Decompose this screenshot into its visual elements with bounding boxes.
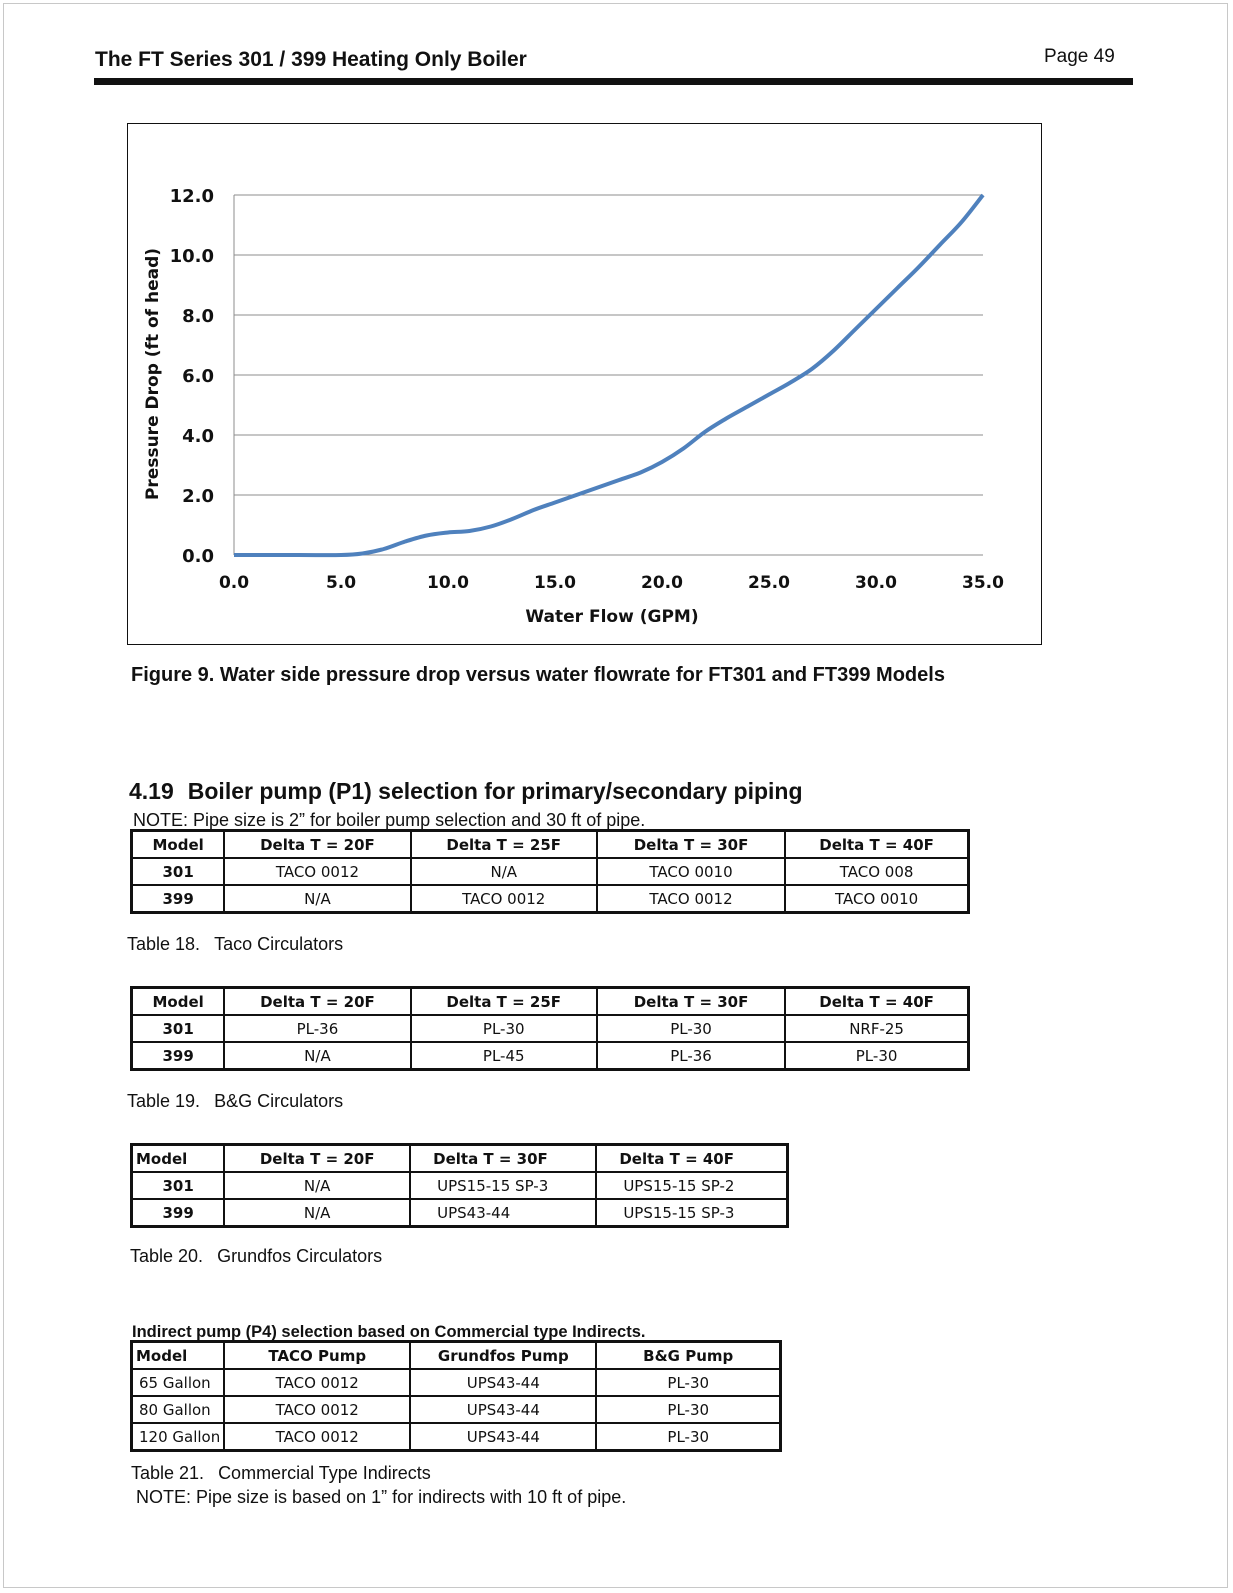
model-cell: 301 — [132, 1015, 225, 1042]
model-cell: 65 Gallon — [132, 1369, 225, 1396]
table-row — [132, 1423, 781, 1451]
table-cell: UPS15-15 SP-3 — [596, 1199, 787, 1227]
pipe-size-note: NOTE: Pipe size is 2” for boiler pump selection and 30 ft of pipe. — [133, 810, 646, 830]
header-cell: Model — [132, 988, 225, 1016]
table-cell: UPS43-44 — [410, 1396, 596, 1423]
table-row — [132, 1015, 969, 1042]
header-cell: Delta T = 20F — [224, 1145, 410, 1173]
figure-caption: Figure 9. Water side pressure drop versus water flowrate for FT301 and FT399 Models — [131, 664, 945, 686]
y-tick-label: 10.0 — [169, 246, 214, 267]
table-18-caption — [127, 934, 343, 955]
table-20-caption — [130, 1246, 382, 1267]
header-cell: Delta T = 40F — [596, 1145, 787, 1173]
model-cell: 301 — [132, 1172, 225, 1199]
table-header-row — [132, 988, 969, 1016]
header-cell: Delta T = 25F — [411, 831, 597, 859]
indirect-pump-heading: Indirect pump (P4) selection based on Commercial type Indirects. — [132, 1323, 646, 1341]
table-cell: PL-30 — [597, 1015, 785, 1042]
header-cell: Delta T = 40F — [785, 988, 968, 1016]
bg-circulators-table — [130, 986, 970, 1071]
table-row — [132, 1172, 788, 1199]
table-row — [132, 885, 969, 913]
table-cell: TACO 0010 — [597, 858, 785, 885]
table-row — [132, 858, 969, 885]
header-cell: Model — [132, 831, 225, 859]
x-tick-label: 0.0 — [218, 573, 250, 593]
table-cell: TACO 008 — [785, 858, 968, 885]
table-cell: UPS15-15 SP-3 — [410, 1172, 596, 1199]
header-cell: Delta T = 30F — [597, 831, 785, 859]
model-cell: 80 Gallon — [132, 1396, 225, 1423]
table-cell: N/A — [224, 1199, 410, 1227]
y-axis-label: Pressure Drop (ft of head) — [143, 247, 163, 501]
y-tick-label: 6.0 — [182, 366, 214, 387]
document-title: The FT Series 301 / 399 Heating Only Boiler — [95, 48, 527, 71]
header-rule — [94, 78, 1133, 85]
header-cell: Model — [132, 1145, 225, 1173]
chart-canvas — [128, 124, 1041, 644]
grundfos-circulators-table — [130, 1143, 789, 1228]
table-cell: TACO 0010 — [785, 885, 968, 913]
table-19-caption — [127, 1091, 343, 1112]
x-tick-label: 15.0 — [534, 573, 576, 593]
header-cell: Delta T = 30F — [597, 988, 785, 1016]
header-cell: Delta T = 30F — [410, 1145, 596, 1173]
table-row — [132, 1396, 781, 1423]
table-cell: NRF-25 — [785, 1015, 968, 1042]
header-cell: TACO Pump — [224, 1342, 410, 1370]
caption-text: Commercial Type Indirects — [218, 1463, 431, 1483]
commercial-indirects-table — [130, 1340, 782, 1452]
table-cell: N/A — [224, 1172, 410, 1199]
table-row — [132, 1042, 969, 1070]
section-heading — [129, 778, 803, 805]
pressure-drop-chart — [127, 123, 1042, 645]
caption-label: Table 19. — [127, 1091, 201, 1111]
caption-label: Table 18. — [127, 934, 201, 954]
table-cell: TACO 0012 — [224, 858, 410, 885]
y-tick-label: 4.0 — [182, 426, 214, 447]
x-axis-label: Water Flow (GPM) — [525, 607, 699, 627]
table-cell: PL-30 — [596, 1369, 780, 1396]
caption-text: Grundfos Circulators — [217, 1246, 383, 1266]
header-cell: Model — [132, 1342, 225, 1370]
section-number: 4.19 — [129, 778, 174, 804]
table-cell: PL-36 — [597, 1042, 785, 1070]
model-cell: 399 — [132, 1042, 225, 1070]
y-tick-label: 8.0 — [182, 306, 214, 327]
table-cell: TACO 0012 — [411, 885, 597, 913]
table-row — [132, 1199, 788, 1227]
section-title: Boiler pump (P1) selection for primary/secondary piping — [187, 778, 803, 804]
header-cell: Grundfos Pump — [410, 1342, 596, 1370]
page-number: Page 49 — [1044, 46, 1115, 67]
x-tick-label: 35.0 — [962, 573, 1004, 593]
header-cell: Delta T = 20F — [224, 988, 410, 1016]
table-cell: N/A — [224, 1042, 410, 1070]
table-cell: UPS15-15 SP-2 — [596, 1172, 787, 1199]
caption-text: B&G Circulators — [214, 1091, 344, 1111]
table-cell: N/A — [224, 885, 410, 913]
table-cell: N/A — [411, 858, 597, 885]
table-header-row — [132, 831, 969, 859]
y-tick-label: 12.0 — [169, 186, 214, 207]
table-cell: TACO 0012 — [224, 1423, 410, 1451]
table-cell: PL-30 — [596, 1423, 780, 1451]
model-cell: 120 Gallon — [132, 1423, 225, 1451]
caption-text: Taco Circulators — [214, 934, 344, 954]
x-tick-label: 5.0 — [325, 573, 357, 593]
table-header-row — [132, 1145, 788, 1173]
table-cell: PL-30 — [596, 1396, 780, 1423]
y-tick-label: 0.0 — [182, 546, 214, 567]
table-cell: PL-36 — [224, 1015, 410, 1042]
model-cell: 399 — [132, 885, 225, 913]
indirects-pipe-note: NOTE: Pipe size is based on 1” for indirects with 10 ft of pipe. — [136, 1487, 627, 1507]
table-cell: UPS43-44 — [410, 1369, 596, 1396]
header-cell: B&G Pump — [596, 1342, 780, 1370]
table-cell: PL-30 — [411, 1015, 597, 1042]
caption-label: Table 21. — [131, 1463, 205, 1483]
header-cell: Delta T = 25F — [411, 988, 597, 1016]
table-21-caption — [131, 1463, 431, 1484]
header-cell: Delta T = 20F — [224, 831, 410, 859]
table-header-row — [132, 1342, 781, 1370]
table-cell: PL-45 — [411, 1042, 597, 1070]
table-cell: TACO 0012 — [597, 885, 785, 913]
header-cell: Delta T = 40F — [785, 831, 968, 859]
table-cell: UPS43-44 — [410, 1199, 596, 1227]
x-tick-label: 25.0 — [748, 573, 790, 593]
model-cell: 301 — [132, 858, 225, 885]
table-cell: TACO 0012 — [224, 1396, 410, 1423]
caption-label: Table 20. — [130, 1246, 204, 1266]
table-cell: UPS43-44 — [410, 1423, 596, 1451]
table-cell: PL-30 — [785, 1042, 968, 1070]
taco-circulators-table — [130, 829, 970, 914]
model-cell: 399 — [132, 1199, 225, 1227]
table-cell: TACO 0012 — [224, 1369, 410, 1396]
table-row — [132, 1369, 781, 1396]
x-tick-label: 10.0 — [427, 573, 469, 593]
x-tick-label: 30.0 — [855, 573, 897, 593]
x-tick-label: 20.0 — [641, 573, 683, 593]
y-tick-label: 2.0 — [182, 486, 214, 507]
